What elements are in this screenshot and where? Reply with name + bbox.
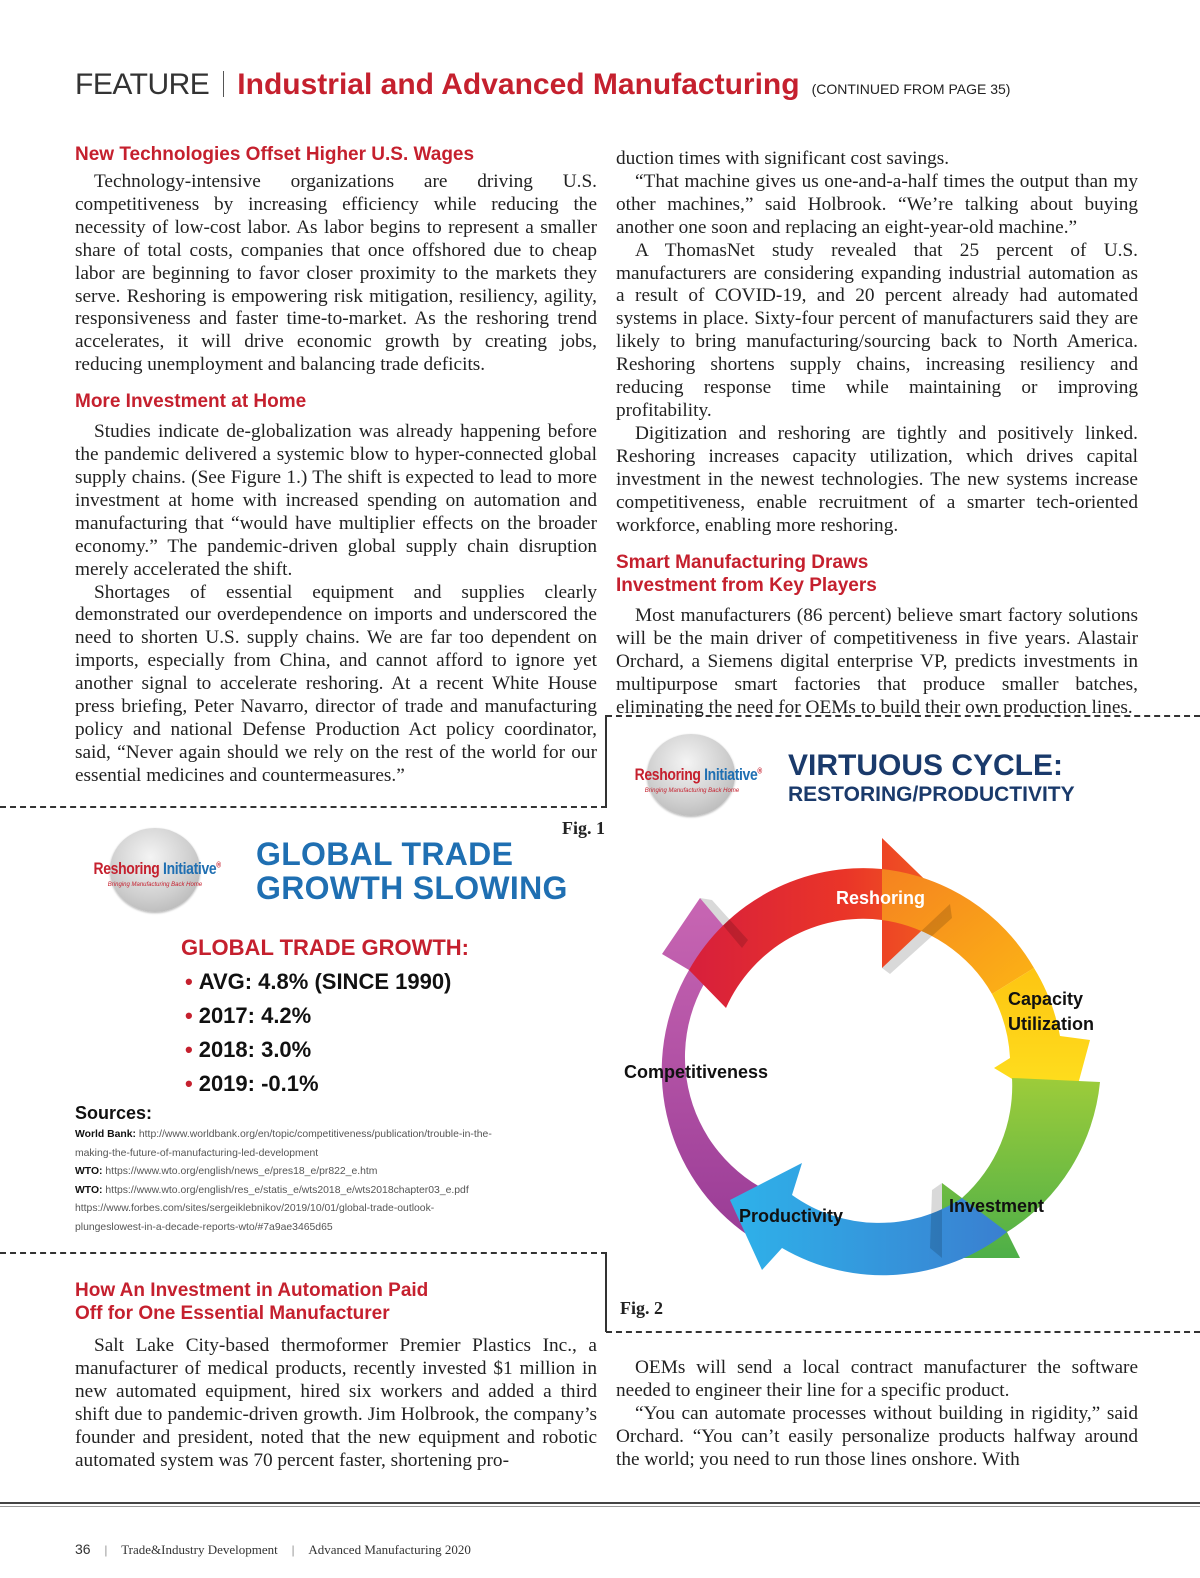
reshoring-initiative-logo: Reshoring Initiative® Bringing Manufacturing Back Home [80, 826, 230, 916]
paragraph: OEMs will send a local contract manufacturer the software needed to engineer their line for a specific product. [616, 1357, 1138, 1401]
fig1-top-rule [0, 806, 607, 808]
sources-list [75, 1126, 595, 1237]
source-line: WTO: https://www.wto.org/english/news_e/pres18_e/pr822_e.htm [75, 1166, 378, 1177]
fig1-title: GLOBAL TRADE GROWTH SLOWING [256, 836, 568, 906]
section-label: FEATURE [75, 68, 210, 101]
paragraph: Digitization and reshoring are tightly and positively linked. Reshoring increases capacity utilization, which drives capital investment in the newest technologies. The new systems increase competitiveness, enable recruitment of a smarter tech-oriented workforce, enabling more reshoring. [616, 422, 1138, 536]
left-column-top [75, 143, 597, 788]
cycle-label-productivity: Productivity [739, 1206, 844, 1226]
cycle-label-investment: Investment [949, 1196, 1045, 1216]
fig1-bottom-rule [0, 1252, 607, 1254]
fig2-label: Fig. 2 [620, 1298, 663, 1318]
paragraph: Shortages of essential equipment and supplies clearly demonstrated our overdependence on imports and underscored the need to shorten U.S. supply chains. We are far too dependent on imports, especially from China, and cannot afford to ignore yet another signal to accelerate reshoring. At a recent White House press briefing, Peter Navarro, director of trade and manufacturing policy and national Defense Production Act policy coordinator, said, “Never again should we rely on the rest of the world for our essential medicines and countermeasures.” [75, 581, 597, 786]
list-item: • 2019: -0.1% [185, 1071, 319, 1096]
right-column-top [616, 148, 1138, 720]
heading-more-investment: More Investment at Home [75, 391, 307, 413]
paragraph: Salt Lake City-based thermoformer Premier Plastics Inc., a manufacturer of medical products, recently invested $1 million in new automated equipment, hired six workers and added a third shift due to pandemic-driven growth. Jim Holbrook, the company’s founder and president, noted that the new equipment and robotic automated system was 70 percent faster, shortening pro- [75, 1335, 597, 1471]
fig2-title: VIRTUOUS CYCLE: RESTORING/PRODUCTIVITY [788, 749, 1075, 806]
right-column-bottom [616, 1357, 1138, 1472]
fig-divider-lower [605, 1252, 607, 1332]
fig2-bottom-rule [606, 1331, 1200, 1333]
page-number: 36 [75, 1541, 91, 1557]
source-line: https://www.forbes.com/sites/sergeiklebnikov/2019/10/01/global-trade-outlook- [75, 1203, 435, 1214]
cycle-arrow-shadow [930, 1183, 942, 1258]
footer-rule [0, 1502, 1200, 1504]
paragraph: Studies indicate de-globalization was already happening before the pandemic delivered a systemic blow to hyper-connected global supply chains. (See Figure 1.) The shift is expected to lead to more investment at home with increased spending on automation and manufacturing that “would have multiplier effects on the broader economy.” The pandemic-driven global supply chain disruption merely accelerated the shift. [75, 421, 597, 580]
list-item: • 2017: 4.2% [185, 1003, 312, 1028]
publication-name: Trade&Industry Development [121, 1542, 278, 1557]
continued-note: (CONTINUED FROM PAGE 35) [811, 81, 1011, 97]
cycle-label-competitiveness: Competitiveness [624, 1062, 769, 1082]
heading-automation-2: Off for One Essential Manufacturer [75, 1303, 390, 1324]
heading-smart-manufacturing-2: Investment from Key Players [616, 575, 877, 597]
source-line: WTO: https://www.wto.org/english/res_e/statis_e/wts2018_e/wts2018chapter03_e.pdf [75, 1184, 469, 1196]
header-divider [223, 71, 224, 97]
paragraph: Most manufacturers (86 percent) believe smart factory solutions will be the main driver of competitiveness in five years. Alastair Orchard, a Siemens digital enterprise VP, predicts investments in multipurpose smart factories that produce smaller batches, eliminating the need for OEMs to build their own production lines. [616, 605, 1138, 719]
footer-rule-thin [0, 1506, 1200, 1507]
page-header [75, 68, 1175, 108]
left-column-bottom [75, 1279, 597, 1472]
fig1-label: Fig. 1 [562, 818, 605, 838]
paragraph: duction times with significant cost savings. [616, 148, 950, 169]
paragraph: “That machine gives us one-and-a-half times the output than my other machines,” said Holbrook. “We’re talking about buying another one soon and replacing an eight-year-old machine.” [616, 170, 1138, 238]
growth-list [185, 965, 451, 1101]
page-title: Industrial and Advanced Manufacturing [237, 68, 800, 101]
source-line: making-the-future-of-manufacturing-led-development [75, 1147, 319, 1159]
fig2-top-rule [606, 715, 1200, 717]
growth-heading: GLOBAL TRADE GROWTH: [181, 935, 470, 960]
list-item: • 2018: 3.0% [185, 1037, 312, 1062]
cycle-label-reshoring: Reshoring [836, 888, 926, 908]
page-footer: 36 | Trade&Industry Development | Advanced Manufacturing 2020 [75, 1541, 471, 1557]
source-line: World Bank: http://www.worldbank.org/en/topic/competitiveness/publication/trouble-in-the- [75, 1129, 492, 1140]
reshoring-initiative-logo: Reshoring Initiative® Bringing Manufacturing Back Home [622, 730, 762, 820]
sources-heading: Sources: [75, 1103, 153, 1123]
fig-divider-upper [605, 715, 607, 807]
paragraph: “You can automate processes without building in rigidity,” said Orchard. “You can’t easily personalize products halfway around the world; you need to run those lines onshore. With [616, 1402, 1138, 1470]
paragraph: A ThomasNet study revealed that 25 percent of U.S. manufacturers are considering expanding industrial automation as a result of COVID-19, and 20 percent already had automated systems in place. Sixty-four percent of manufacturers said they are likely to bring manufacturing/sourcing back to North America. Reshoring shortens supply chains, increasing resiliency and reducing response time while maintaining or improving profitability. [616, 239, 1138, 421]
list-item: • AVG: 4.8% (SINCE 1990) [185, 969, 452, 994]
heading-automation-1: How An Investment in Automation Paid [75, 1280, 429, 1301]
heading-smart-manufacturing-1: Smart Manufacturing Draws [616, 552, 869, 574]
source-line: plungeslowest-in-a-decade-reports-wto/#7a9ae3465d65 [75, 1221, 333, 1233]
paragraph: Technology-intensive organizations are driving U.S. competitiveness by increasing efficiency while reducing the necessity of low-cost labor. As labor begins to represent a smaller share of total costs, companies that once offshored due to cheap labor are beginning to favor closer proximity to the markets they serve. Reshoring is empowering risk mitigation, resiliency, agility, responsiveness and faster time-to-market. As the reshoring trend accelerates, it will drive economic growth by creating jobs, reducing unemployment and balancing trade deficits. [75, 171, 597, 376]
heading-new-technologies: New Technologies Offset Higher U.S. Wages [75, 144, 475, 165]
cycle-label-capacity: Capacity Utilization [1008, 989, 1094, 1034]
issue-name: Advanced Manufacturing 2020 [308, 1542, 471, 1557]
